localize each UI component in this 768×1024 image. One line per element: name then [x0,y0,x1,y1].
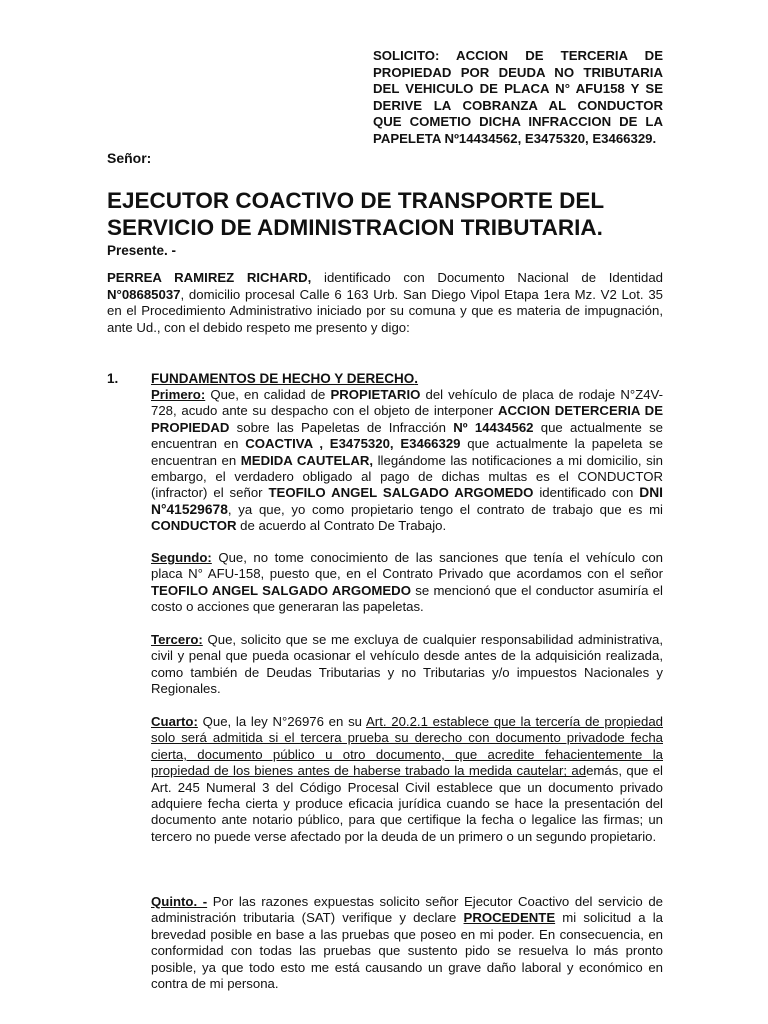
intro-paragraph: PERREA RAMIREZ RICHARD, identificado con Documento Nacional de Identidad N°08685037, domicilio procesal Calle 6 163 Urb. San Diego Vipol Etapa 1era Mz. V2 Lot. 35 en el Procedimiento Administrativo iniciado por su comuna y que es materia de impugnación, ante Ud., con el debido respeto me presento y digo: [107,270,663,335]
law-citation: Art. 20.2.1 establece que la tercería de propiedad solo será admitida si el tercera prueba su derecho con documento privadode fecha cierta, documento público u otro documento, que acredite fehacientemente la propiedad de los bienes antes de haberse trabado la medida cautelar; ad [151,714,663,779]
primero-label: Primero: [151,387,206,402]
salutation: Señor: [107,150,152,166]
paragraph-quinto: Quinto. - Por las razones expuestas solicito señor Ejecutor Coactivo del servicio de administración tributaria (SAT) verifique y declare PROCEDENTE mi solicitud a la brevedad posible en base a las pruebas que poseo en mi poder. En consecuencia, en conformidad con todas las pruebas que sustento pido se resuelva lo más pronto posible, ya que todo esto me está causando un grave daño laboral y económico en contra de mi persona. [151,894,664,992]
dni-number: 08685037 [121,286,181,302]
solicito-block: SOLICITO: ACCION DE TERCERIA DE PROPIEDAD POR DEUDA NO TRIBUTARIA DEL VEHICULO DE PLACA N° AFU158 Y SE DERIVE LA COBRANZA AL CONDUCTOR QUE COMETIO DICHA INFRACCION DE LA PAPELETA Nº14434562, E3475320, E3466329. [373,48,663,146]
tercero-label: Tercero: [151,632,203,647]
segundo-label: Segundo: [151,550,212,565]
quinto-label: Quinto. - [151,894,208,909]
paragraph-tercero: Tercero: Que, solicito que se me excluya de cualquier responsabilidad administrativa, civil y penal que pueda ocasionar el vehículo desde antes de la adquisición realizada, como también de Deudas Tributarias y no Tributarias y/o impuestos Nacionales y Regionales. [151,632,663,697]
section-title: FUNDAMENTOS DE HECHO Y DERECHO. [151,371,419,386]
paragraph-primero: Primero: Que, en calidad de PROPIETARIO del vehículo de placa de rodaje N°Z4V-728, acudo ante su despacho con el objeto de interponer ACCION DETERCERIA DE PROPIEDAD sobre las Papeletas de Infracción Nº 14434562 que actualmente se encuentran en COACTIVA , E3475320, E3466329 que actualmente la papeleta se encuentran en MEDIDA CAUTELAR, llegándome las notificaciones a mi domicilio, sin embargo, el verdadero obligado al pago de dichas multas es el CONDUCTOR (infractor) el señor TEOFILO ANGEL SALGADO ARGOMEDO identificado con DNI N°41529678, ya que, yo como propietario tengo el contrato de trabajo que es mi CONDUCTOR de acuerdo al Contrato De Trabajo. [151,387,664,534]
section-number: 1. [107,371,119,386]
petitioner-name: PERREA RAMIREZ RICHARD, [107,270,312,285]
paragraph-segundo: Segundo: Que, no tome conocimiento de las sanciones que tenía el vehículo con placa N° AFU-158, puesto que, en el Contrato Privado que acordamos con el señor TEOFILO ANGEL SALGADO ARGOMEDO se mencionó que el conductor asumiría el costo o acciones que generaran las papeletas. [151,550,663,615]
page-title: EJECUTOR COACTIVO DE TRANSPORTE DEL SERVICIO DE ADMINISTRACION TRIBUTARIA. [107,188,604,240]
procedente-keyword: PROCEDENTE [463,910,556,926]
presente-line: Presente. - [107,243,177,258]
paragraph-cuarto: Cuarto: Que, la ley N°26976 en su Art. 20.2.1 establece que la tercería de propiedad solo será admitida si el tercera prueba su derecho con documento privadode fecha cierta, documento público u otro documento, que acredite fehacientemente la propiedad de los bienes antes de haberse trabado la medida cautelar; además, que el Art. 245 Numeral 3 del Código Procesal Civil establece que un documento privado adquiere fecha cierta y produce eficacia jurídica cuando se hace la presentación del documento ante notario público, para que certifique la fecha o legalice las firmas; un tercero no puede verse afectado por la deuda de un primero o un segundo propietario. [151,714,663,844]
cuarto-label: Cuarto: [151,714,198,729]
